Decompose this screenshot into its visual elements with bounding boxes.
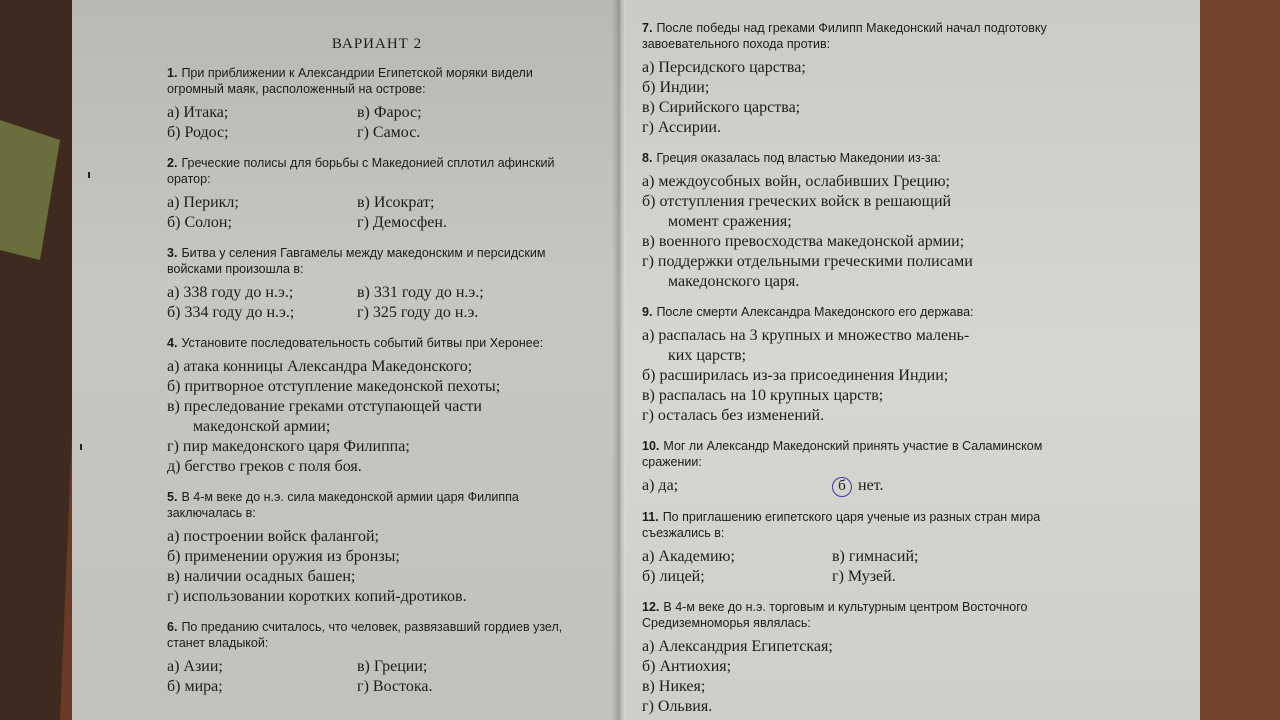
question-number: 12.	[642, 600, 660, 614]
option: г) осталась без изменений.	[642, 407, 825, 424]
option: г) Музей.	[832, 568, 896, 585]
answer-options	[642, 637, 1072, 717]
option: б) лицей;	[642, 568, 705, 585]
option: б) расширилась из-за присоединения Индии;	[642, 367, 949, 384]
option: г) Востока.	[357, 678, 433, 695]
answer-options	[167, 283, 587, 323]
answer-options	[167, 193, 587, 233]
question-2	[167, 155, 587, 233]
question-9	[642, 304, 1072, 426]
answer-options	[167, 103, 587, 143]
question-text: Битва у селения Гавгамелы между македонским и персидским войсками произошла в:	[167, 246, 546, 276]
answer-options	[167, 527, 587, 607]
option: д) бегство греков с поля боя.	[167, 458, 362, 475]
question-6	[167, 619, 587, 697]
left-page	[72, 0, 620, 720]
question-number: 4.	[167, 336, 178, 350]
right-page	[620, 0, 1200, 720]
question-text: При приближении к Александрии Египетской моряки видели огромный маяк, расположенный на острове:	[167, 66, 533, 96]
page-fold	[612, 0, 626, 720]
option: а) Персидского царства;	[642, 59, 806, 76]
option: а) Перикл;	[167, 194, 239, 211]
question-12	[642, 599, 1072, 717]
question-4	[167, 335, 587, 477]
question-number: 10.	[642, 439, 660, 453]
option: г) Демосфен.	[357, 214, 447, 231]
answer-options	[167, 657, 587, 697]
option: б) 334 году до н.э.;	[167, 304, 295, 321]
question-11	[642, 509, 1072, 587]
question-text: В 4-м веке до н.э. сила македонской армии царя Филиппа заключалась в:	[167, 490, 519, 520]
right-column	[642, 20, 1072, 720]
answer-options	[642, 326, 1072, 426]
option: г) пир македонского царя Филиппа;	[167, 438, 410, 455]
question-number: 9.	[642, 305, 653, 319]
option-text: нет.	[858, 477, 884, 494]
question-text: После победы над греками Филипп Македонский начал подготовку завоевательного похода против:	[642, 21, 1047, 51]
option: в) Греции;	[357, 658, 428, 675]
option: а) распалась на 3 крупных и множество малень-	[642, 327, 970, 344]
pen-mark	[80, 444, 82, 450]
answer-options	[167, 357, 587, 477]
question-number: 5.	[167, 490, 178, 504]
question-text: В 4-м веке до н.э. торговым и культурным центром Восточного Средиземноморья являлась:	[642, 600, 1028, 630]
question-10	[642, 438, 1072, 497]
question-text: Установите последовательность событий битвы при Херонее:	[181, 336, 544, 350]
question-text: По преданию считалось, что человек, развязавший гордиев узел, станет владыкой:	[167, 620, 563, 650]
option: а) да;	[642, 477, 679, 494]
option: б) отступления греческих войск в решающий	[642, 193, 952, 210]
question-number: 2.	[167, 156, 178, 170]
option: г) Ассирии.	[642, 119, 721, 136]
question-5	[167, 489, 587, 607]
answer-options	[642, 172, 1072, 292]
option: в) преследование греками отступающей части	[167, 398, 482, 415]
option: г) использовании коротких копий-дротиков.	[167, 588, 467, 605]
question-number: 6.	[167, 620, 178, 634]
question-3	[167, 245, 587, 323]
option: в) Сирийского царства;	[642, 99, 801, 116]
option: в) Исократ;	[357, 194, 435, 211]
question-1	[167, 65, 587, 143]
variant-title: ВАРИАНТ 2	[331, 36, 423, 52]
question-text: По приглашению египетского царя ученые из разных стран мира съезжались в:	[642, 510, 1041, 540]
option: б) Антиохия;	[642, 658, 732, 675]
option: в) 331 году до н.э.;	[357, 284, 484, 301]
question-number: 8.	[642, 151, 653, 165]
option-continued: момент сражения;	[668, 213, 792, 230]
option: в) военного превосходства македонской армии;	[642, 233, 965, 250]
question-8	[642, 150, 1072, 292]
option: б) Родос;	[167, 124, 229, 141]
answer-options	[642, 58, 1072, 138]
question-number: 11.	[642, 510, 659, 524]
option-continued: македонской армии;	[193, 418, 331, 435]
option-continued: македонского царя.	[668, 273, 800, 290]
option: в) гимнасий;	[832, 548, 919, 565]
option: в) Фарос;	[357, 104, 422, 121]
answer-options	[642, 476, 1072, 497]
option: а) Александрия Египетская;	[642, 638, 833, 655]
left-column	[167, 30, 587, 709]
option: б) Индии;	[642, 79, 710, 96]
circled-answer-mark: б	[832, 477, 852, 497]
option: г) Самос.	[357, 124, 421, 141]
option: г) поддержки отдельными греческими полисами	[642, 253, 973, 270]
option: б) Солон;	[167, 214, 232, 231]
option: а) Итака;	[167, 104, 229, 121]
question-number: 3.	[167, 246, 178, 260]
option: в) наличии осадных башен;	[167, 568, 356, 585]
option: б) применении оружия из бронзы;	[167, 548, 400, 565]
option: а) междоусобных войн, ослабивших Грецию;	[642, 173, 950, 190]
question-text: Греческие полисы для борьбы с Македонией сплотил афинский оратор:	[167, 156, 555, 186]
question-number: 7.	[642, 21, 653, 35]
option: б) мира;	[167, 678, 223, 695]
pen-mark	[88, 172, 90, 178]
option: а) 338 году до н.э.;	[167, 284, 294, 301]
option: а) Азии;	[167, 658, 223, 675]
option: а) Академию;	[642, 548, 735, 565]
option-selected	[832, 476, 1072, 497]
option: в) Никея;	[642, 678, 706, 695]
option: в) распалась на 10 крупных царств;	[642, 387, 884, 404]
option: г) 325 году до н.э.	[357, 304, 479, 321]
option: г) Ольвия.	[642, 698, 713, 715]
option: а) построении войск фалангой;	[167, 528, 379, 545]
option-continued: ких царств;	[668, 347, 747, 364]
question-text: Греция оказалась под властью Македонии из-за:	[656, 151, 942, 165]
question-text: После смерти Александра Македонского его держава:	[656, 305, 974, 319]
option: б) притворное отступление македонской пехоты;	[167, 378, 501, 395]
option: а) атака конницы Александра Македонского;	[167, 358, 473, 375]
question-number: 1.	[167, 66, 178, 80]
question-text: Мог ли Александр Македонский принять участие в Саламинском сражении:	[642, 439, 1043, 469]
question-7	[642, 20, 1072, 138]
answer-options	[642, 547, 1072, 587]
